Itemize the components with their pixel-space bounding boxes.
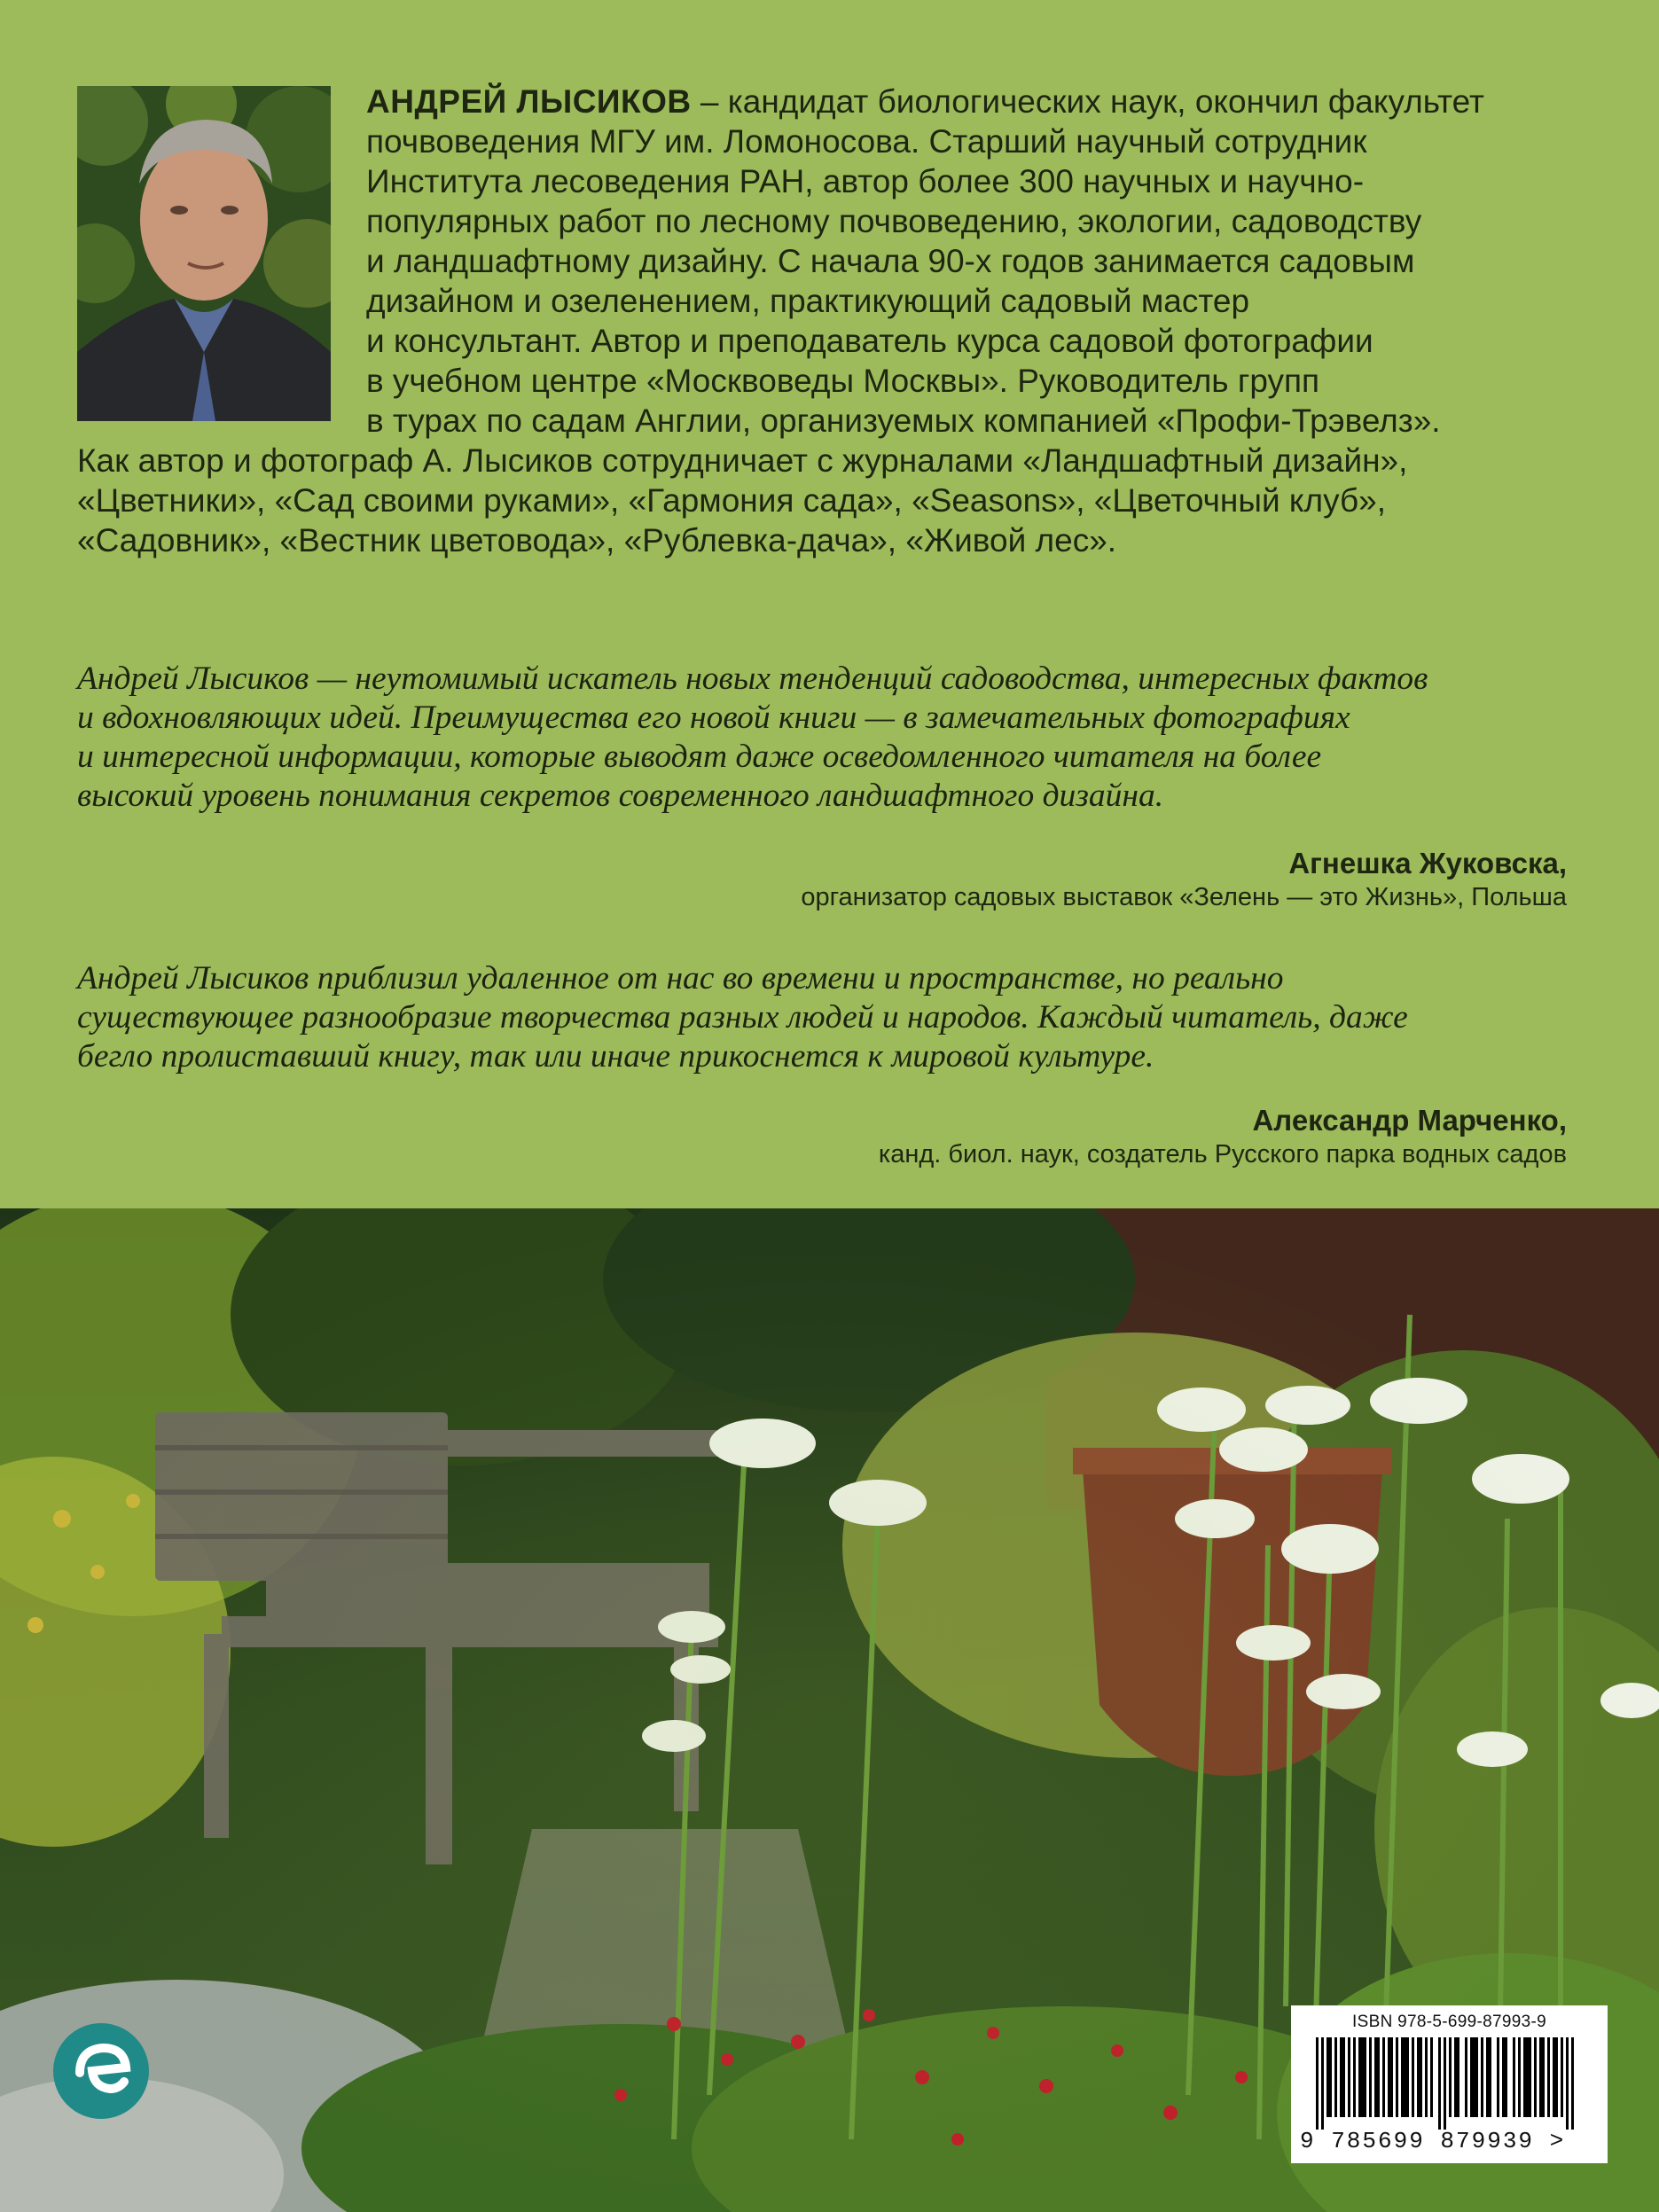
quote-line: высокий уровень понимания секретов современного ландшафтного дизайна.: [77, 778, 1164, 814]
quote-line: и вдохновляющих идей. Преимущества его новой книги — в замечательных фотографиях: [77, 700, 1350, 736]
reviewer-role: организатор садовых выставок «Зелень — это Жизнь», Польша: [801, 883, 1567, 911]
quote-line: и интересной информации, которые выводят даже осведомленного читателя на более: [77, 739, 1322, 775]
bio-line: почвоведения МГУ им. Ломоносова. Старший научный сотрудник: [366, 123, 1367, 160]
bio-line: «Цветники», «Сад своими руками», «Гармония сада», «Seasons», «Цветочный клуб»,: [77, 482, 1387, 519]
review-signature-1: [801, 846, 1567, 913]
reviewer-name: Александр Марченко,: [1252, 1104, 1567, 1137]
reviewer-name: Агнешка Жуковска,: [1288, 847, 1567, 879]
author-bio: [77, 82, 1602, 560]
reviewer-role: канд. биол. наук, создатель Русского парка водных садов: [878, 1140, 1567, 1169]
bio-line: «Садовник», «Вестник цветовода», «Рублевка-дача», «Живой лес».: [77, 522, 1117, 559]
bio-line: в учебном центре «Москвоведы Москвы». Руководитель групп: [366, 363, 1320, 399]
review-quote-2: [77, 959, 1585, 1076]
quote-line: существующее разнообразие творчества разных людей и народов. Каждый читатель, даже: [77, 999, 1408, 1036]
bio-line: Института лесоведения РАН, автор более 300 научных и научно-: [366, 163, 1365, 199]
review-signature-2: [879, 1103, 1567, 1170]
bio-line: дизайном и озеленением, практикующий садовый мастер: [366, 283, 1250, 319]
quote-line: бегло пролиставший книгу, так или иначе прикоснется к мировой культуре.: [77, 1038, 1154, 1075]
bio-line: и ландшафтному дизайну. С начала 90-х годов занимается садовым: [366, 243, 1415, 279]
publisher-logo: [53, 2023, 149, 2119]
bio-line: АНДРЕЙ ЛЫСИКОВ – кандидат биологических наук, окончил факультет: [366, 83, 1484, 120]
bio-line: в турах по садам Англии, организуемых компанией «Профи-Трэвелз».: [366, 403, 1441, 439]
barcode-digits: 9 785699 879939 >: [1300, 2128, 1566, 2154]
isbn-label: ISBN 978-5-699-87993-9: [1352, 2013, 1546, 2031]
barcode-bars: [1316, 2037, 1582, 2130]
quote-line: Андрей Лысиков — неутомимый искатель новых тенденций садоводства, интересных фактов: [77, 660, 1428, 697]
bio-line: популярных работ по лесному почвоведению, экологии, садоводству: [366, 203, 1422, 239]
bio-line: Как автор и фотограф А. Лысиков сотрудничает с журналами «Ландшафтный дизайн»,: [77, 442, 1408, 479]
review-quote-1: [77, 660, 1585, 816]
isbn-barcode: [1291, 2005, 1608, 2163]
quote-line: Андрей Лысиков приблизил удаленное от нас во времени и пространстве, но реально: [77, 960, 1284, 997]
author-name: АНДРЕЙ ЛЫСИКОВ: [366, 83, 692, 120]
bio-line: и консультант. Автор и преподаватель курса садовой фотографии: [366, 323, 1373, 359]
